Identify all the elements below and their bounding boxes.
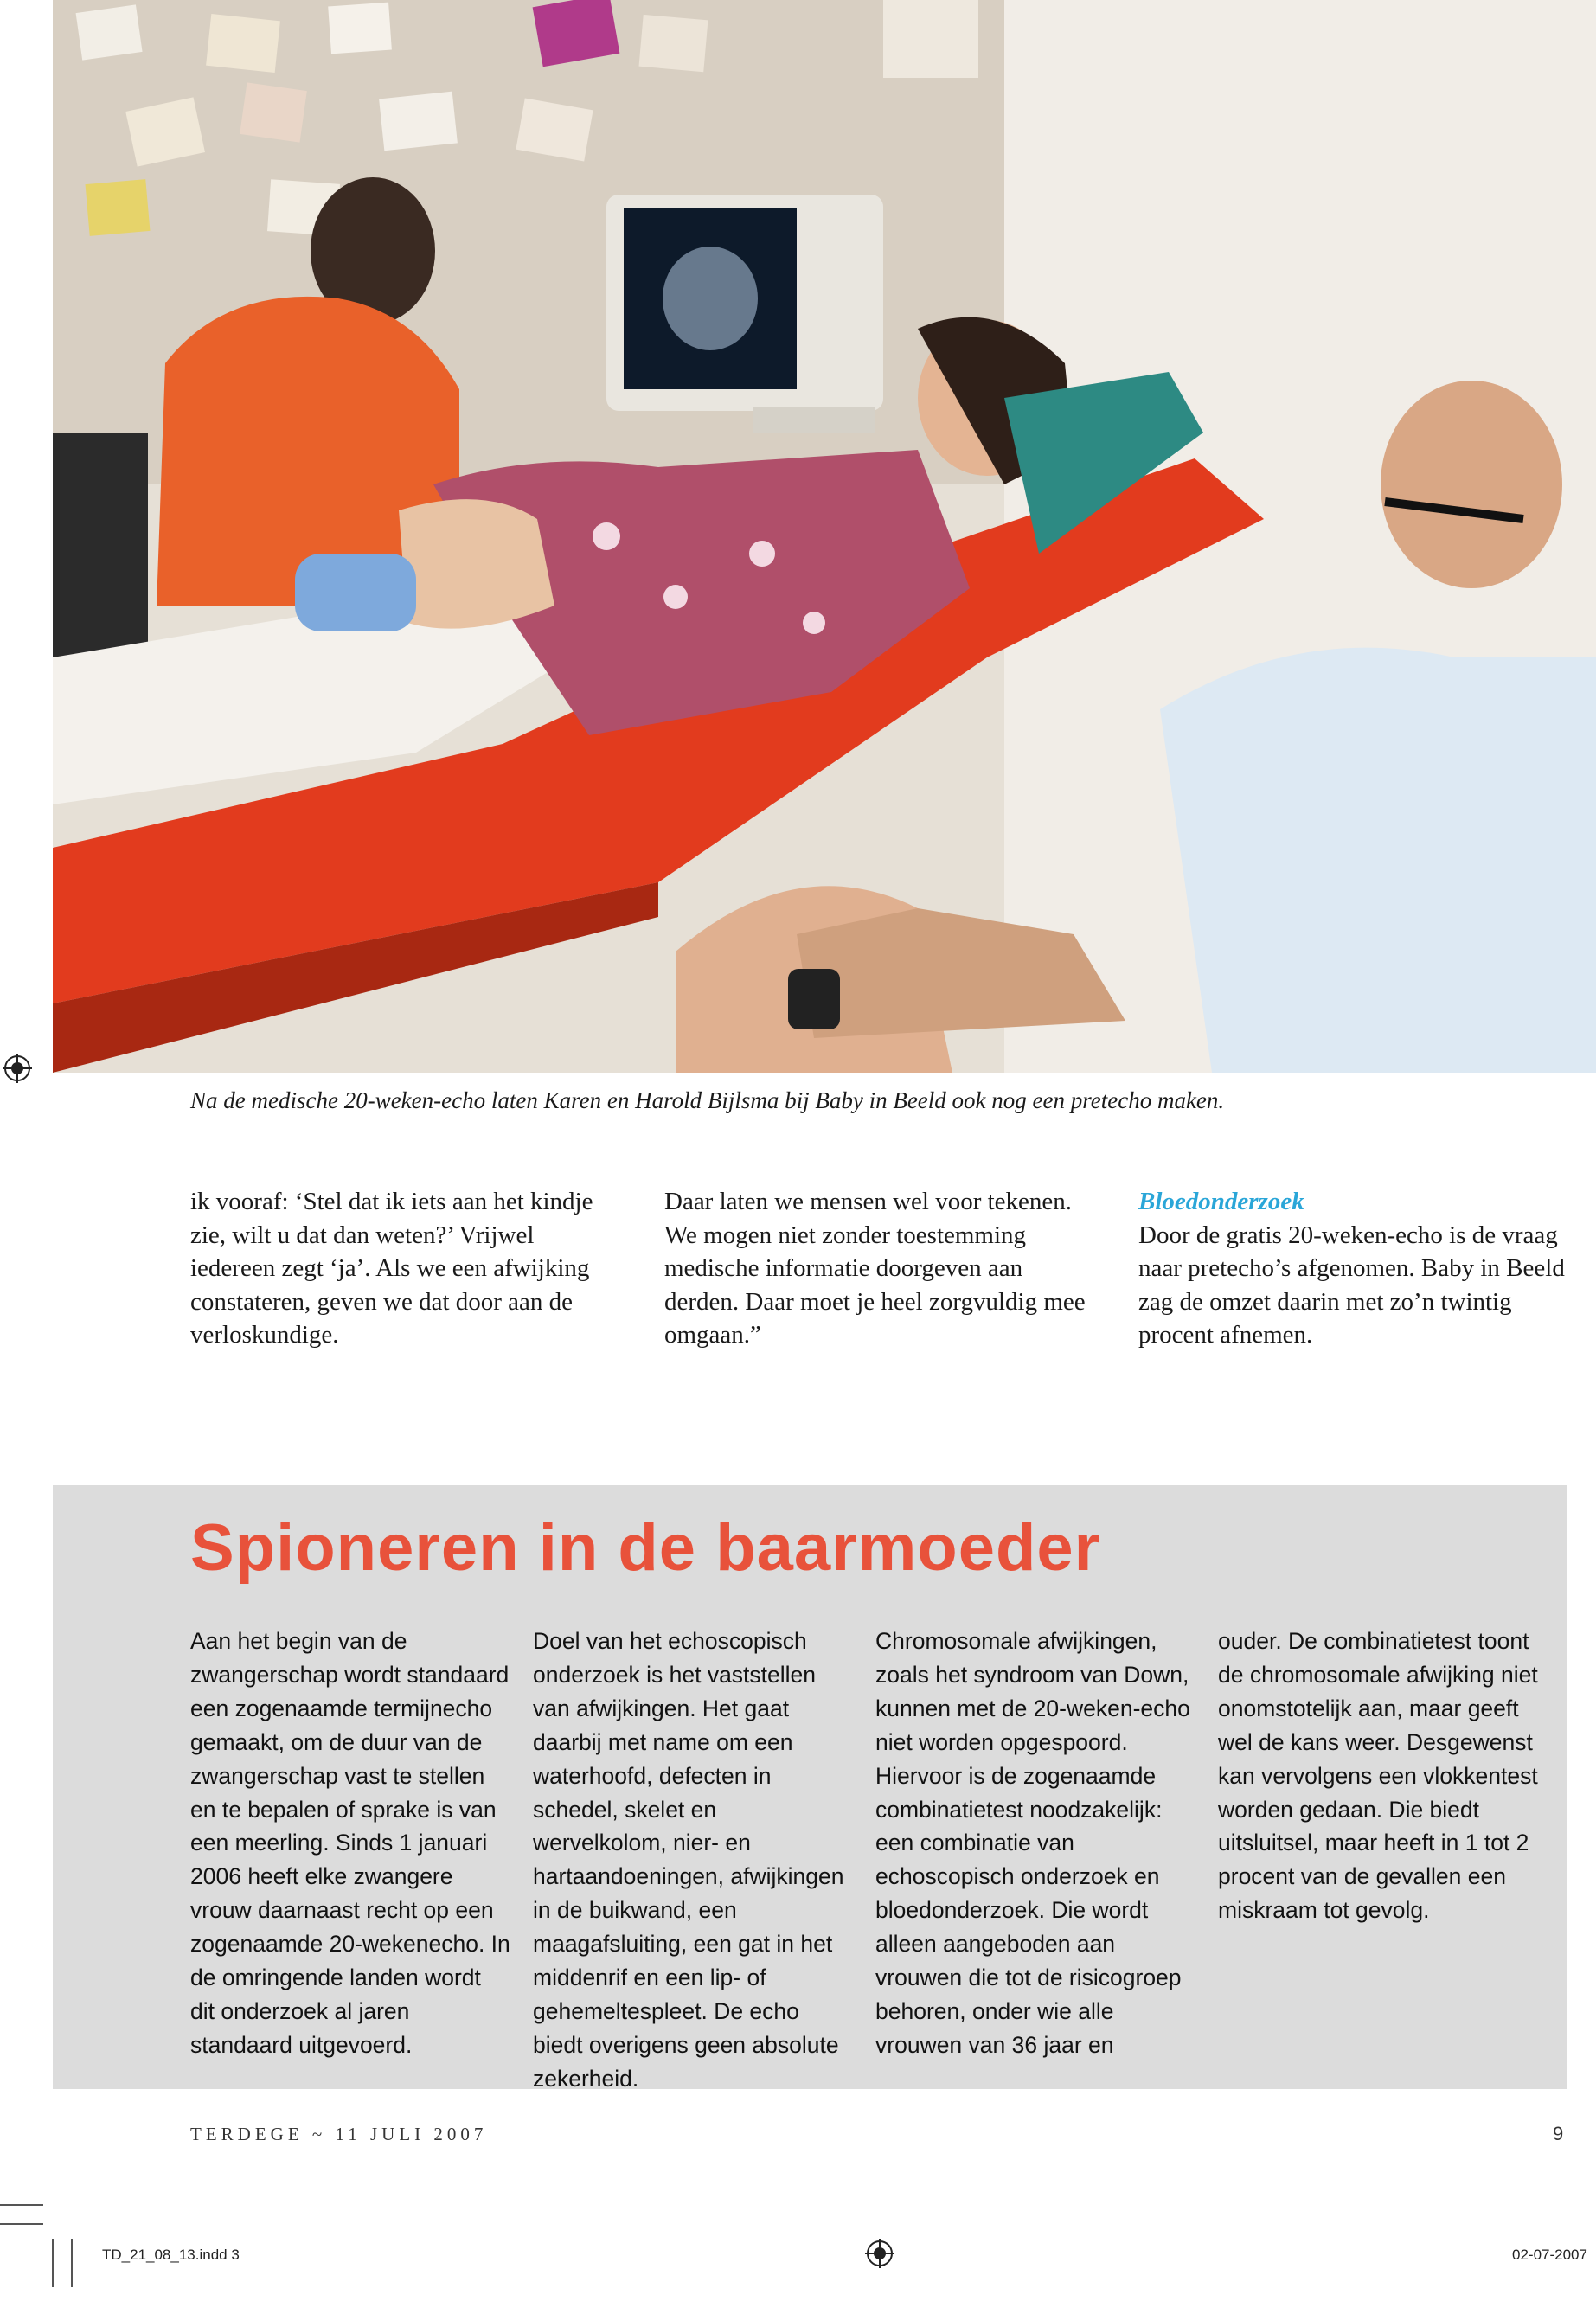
ultrasound-scene-photo <box>53 0 1596 1073</box>
box-column-3 <box>875 1625 1195 2062</box>
article-column-1 <box>190 1185 623 1352</box>
slug-filename: TD_21_08_13.indd 3 <box>102 2247 240 2263</box>
box-column-4 <box>1218 1625 1538 1927</box>
article-col2-text: Daar laten we mensen wel voor tekenen. We mogen niet zonder toestemming medische informatie doorgeven aan derden. Daar moet je heel zorgvuldig mee omgaan.” <box>664 1188 1086 1349</box>
box-column-1 <box>190 1625 510 2062</box>
article-column-2 <box>664 1185 1097 1352</box>
section-subhead: Bloedonderzoek <box>1138 1188 1304 1215</box>
page-number: 9 <box>1553 2123 1564 2144</box>
crop-mark <box>0 2204 43 2206</box>
article-col1-text: ik vooraf: ‘Stel dat ik iets aan het kindje zie, wilt u dat dan weten?’ Vrijwel iedereen zegt ‘ja’. Als we een afwijking constateren, geven we dat door aan de verloskundige. <box>190 1188 593 1349</box>
box-col1-text: Aan het begin van de zwangerschap wordt standaard een zogenaamde termijnecho gemaakt, om de duur van de zwangerschap vast te stellen en te bepalen of sprake is van een meerling. Sinds 1 januari 2006 heeft elke zwangere vrouw daarnaast recht op een zogenaamde 20-wekenecho. In de omringende landen wordt dit onderzoek al jaren standaard uitgevoerd. <box>190 1628 510 2058</box>
article-photo <box>53 0 1596 1073</box>
crop-mark <box>0 2223 43 2225</box>
box-col3-text: Chromosomale afwijkingen, zoals het syndroom van Down, kunnen met de 20-weken-echo niet worden opgespoord. Hiervoor is de zogenaamde combinatietest noodzakelijk: een combinatie van echoscopisch onderzoek en bloedonderzoek. Die wordt alleen aangeboden aan vrouwen die tot de risicogroep behoren, onder wie alle vrouwen van 36 jaar en <box>875 1628 1190 2058</box>
registration-mark-icon <box>3 1054 32 1083</box>
crop-mark <box>52 2239 54 2287</box>
box-column-2 <box>533 1625 853 2096</box>
photo-caption: Na de medische 20-weken-echo laten Karen en Harold Bijlsma bij Baby in Beeld ook nog een pretecho maken. <box>190 1087 1225 1113</box>
slug-date: 02-07-2007 <box>1512 2247 1587 2263</box>
box-col4-text: ouder. De combinatietest toont de chromosomale afwijking niet onomstotelijk aan, maar geeft wel de kans weer. Desgewenst kan vervolgens een vlokkentest worden gedaan. Die biedt uitsluitsel, maar heeft in 1 tot 2 procent van de gevallen een miskraam tot gevolg. <box>1218 1628 1538 1924</box>
footer-magazine: TERDEGE ~ 11 JULI 2007 <box>190 2124 488 2144</box>
article-col3-text: Door de gratis 20-weken-echo is de vraag naar pretecho’s afgenomen. Baby in Beeld zag de omzet daarin met zo’n twintig procent afnemen. <box>1138 1221 1565 1349</box>
box-col2-text: Doel van het echoscopisch onderzoek is het vaststellen van afwijkingen. Het gaat daarbij met name om een waterhoofd, defecten in schedel, skelet en wervelkolom, nier- en hartaandoeningen, afwijkingen in de buikwand, een maagafsluiting, een gat in het middenrif en een lip- of gehemeltespleet. De echo biedt overigens geen absolute zekerheid. <box>533 1628 844 2092</box>
box-title: Spioneren in de baarmoeder <box>190 1511 1101 1585</box>
crop-mark <box>71 2239 73 2287</box>
registration-mark-bottom-icon <box>865 2239 894 2268</box>
article-column-3 <box>1138 1185 1571 1352</box>
